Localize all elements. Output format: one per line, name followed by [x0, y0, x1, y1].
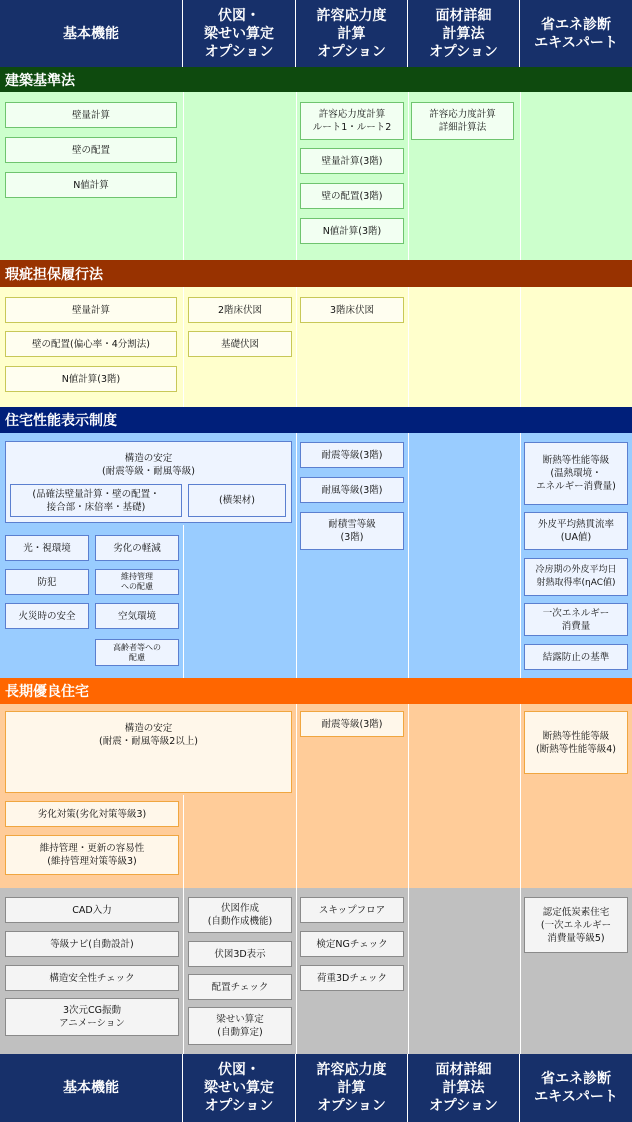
col-footer-shoene: 省エネ診断 エキスパート [520, 1054, 632, 1122]
col-header-shoene: 省エネ診断 エキスパート [520, 0, 632, 67]
col-footer-fushizu: 伏図・ 梁せい算定 オプション [183, 1054, 296, 1122]
seino-light-env: 光・視環境 [5, 535, 89, 561]
col-divider [520, 287, 521, 407]
other-fushizu-3d-display: 伏図3D表示 [188, 941, 292, 967]
seino-kozo-sub-kabe: (品確法壁量計算・壁の配置・ 接合部・床倍率・基礎) [10, 484, 182, 517]
col-footer-basic: 基本機能 [0, 1054, 183, 1122]
seino-shoene-eta-ac: 冷房期の外皮平均日 射熱取得率(ηAC値) [524, 558, 628, 596]
kenchiku-basic-wall-calc: 壁量計算 [5, 102, 177, 128]
other-kyoyo-ng-check: 検定NGチェック [300, 931, 404, 957]
other-fushizu-auto-create: 伏図作成 (自動作成機能) [188, 897, 292, 933]
col-divider [296, 704, 297, 888]
seino-kyoyo-snow-3f: 耐積雪等級 (3階) [300, 512, 404, 550]
kashi-fushizu-2f-floor: 2階床伏図 [188, 297, 292, 323]
other-fushizu-layout-check: 配置チェック [188, 974, 292, 1000]
other-basic-grade-navi: 等級ナビ(自動設計) [5, 931, 179, 957]
kenchiku-menzai-detail: 許容応力度計算 詳細計算法 [411, 102, 514, 140]
kenchiku-kyoyo-route: 許容応力度計算 ルート1・ルート2 [300, 102, 404, 140]
col-divider [183, 888, 184, 1054]
seino-crime-prevention: 防犯 [5, 569, 89, 595]
other-shoene-low-carbon: 認定低炭素住宅 (一次エネルギー 消費量等級5) [524, 897, 628, 953]
col-divider [520, 888, 521, 1054]
choki-kyoyo-seismic-3f: 耐震等級(3階) [300, 711, 404, 737]
seino-shoene-condensation: 結露防止の基準 [524, 644, 628, 670]
col-divider [296, 433, 297, 678]
seino-kozo-sub-oukazai: (横架材) [188, 484, 286, 517]
section-bar-kenchiku: 建築基準法 [0, 67, 632, 92]
other-basic-cad-input: CAD入力 [5, 897, 179, 923]
seino-kyoyo-seismic-3f: 耐震等級(3階) [300, 442, 404, 468]
col-divider [408, 704, 409, 888]
kenchiku-basic-wall-layout: 壁の配置 [5, 137, 177, 163]
kenchiku-basic-n-value: N値計算 [5, 172, 177, 198]
col-divider [520, 433, 521, 678]
seino-shoene-primary-energy: 一次エネルギー 消費量 [524, 603, 628, 636]
seino-maintenance: 維持管理 への配慮 [95, 569, 179, 595]
col-header-kyoyo: 許容応力度 計算 オプション [296, 0, 408, 67]
seino-kyoyo-wind-3f: 耐風等級(3階) [300, 477, 404, 503]
col-divider [183, 92, 184, 260]
col-header-basic: 基本機能 [0, 0, 183, 67]
kenchiku-kyoyo-n-value-3f: N値計算(3階) [300, 218, 404, 244]
kashi-basic-wall-calc: 壁量計算 [5, 297, 177, 323]
col-divider [520, 92, 521, 260]
col-divider [296, 287, 297, 407]
choki-shoene-insulation: 断熱等性能等級 (断熱等性能等級4) [524, 711, 628, 774]
choki-basic-maintenance: 維持管理・更新の容易性 (維持管理対策等級3) [5, 835, 179, 875]
seino-elderly: 高齢者等への 配慮 [95, 639, 179, 666]
kashi-basic-wall-layout: 壁の配置(偏心率・4分割法) [5, 331, 177, 357]
seino-shoene-insulation: 断熱等性能等級 (温熱環境・ エネルギー消費量) [524, 442, 628, 505]
col-divider [296, 92, 297, 260]
seino-kozo-title: 構造の安定 (耐震等級・耐風等級) [102, 453, 195, 477]
col-footer-kyoyo: 許容応力度 計算 オプション [296, 1054, 408, 1122]
col-divider [183, 287, 184, 407]
choki-kozo: 構造の安定 (耐震・耐風等級2以上) [5, 711, 292, 793]
col-divider [408, 888, 409, 1054]
other-basic-safety-check: 構造安全性チェック [5, 965, 179, 991]
col-divider [296, 888, 297, 1054]
kashi-kyoyo-3f-floor: 3階床伏図 [300, 297, 404, 323]
section-bar-choki: 長期優良住宅 [0, 678, 632, 704]
col-header-fushizu: 伏図・ 梁せい算定 オプション [183, 0, 296, 67]
col-footer-menzai: 面材詳細 計算法 オプション [408, 1054, 520, 1122]
col-divider [183, 795, 184, 888]
kenchiku-kyoyo-wall-layout-3f: 壁の配置(3階) [300, 183, 404, 209]
other-kyoyo-load-3d: 荷重3Dチェック [300, 965, 404, 991]
col-divider [520, 704, 521, 888]
choki-basic-deterioration: 劣化対策(劣化対策等級3) [5, 801, 179, 827]
other-fushizu-beam-depth: 梁せい算定 (自動算定) [188, 1007, 292, 1045]
seino-deterioration: 劣化の軽減 [95, 535, 179, 561]
section-bar-kashi: 瑕疵担保履行法 [0, 260, 632, 287]
col-divider [183, 525, 184, 678]
col-divider [408, 287, 409, 407]
col-divider [408, 92, 409, 260]
other-kyoyo-skip-floor: スキップフロア [300, 897, 404, 923]
kenchiku-kyoyo-wall-calc-3f: 壁量計算(3階) [300, 148, 404, 174]
seino-air-env: 空気環境 [95, 603, 179, 629]
seino-shoene-ua: 外皮平均熱貫流率 (UA値) [524, 512, 628, 550]
section-bar-seino: 住宅性能表示制度 [0, 407, 632, 433]
other-basic-3d-animation: 3次元CG振動 アニメーション [5, 998, 179, 1036]
col-header-menzai: 面材詳細 計算法 オプション [408, 0, 520, 67]
col-divider [408, 433, 409, 678]
seino-fire-safety: 火災時の安全 [5, 603, 89, 629]
kashi-basic-n-value: N値計算(3階) [5, 366, 177, 392]
kashi-fushizu-foundation: 基礎伏図 [188, 331, 292, 357]
